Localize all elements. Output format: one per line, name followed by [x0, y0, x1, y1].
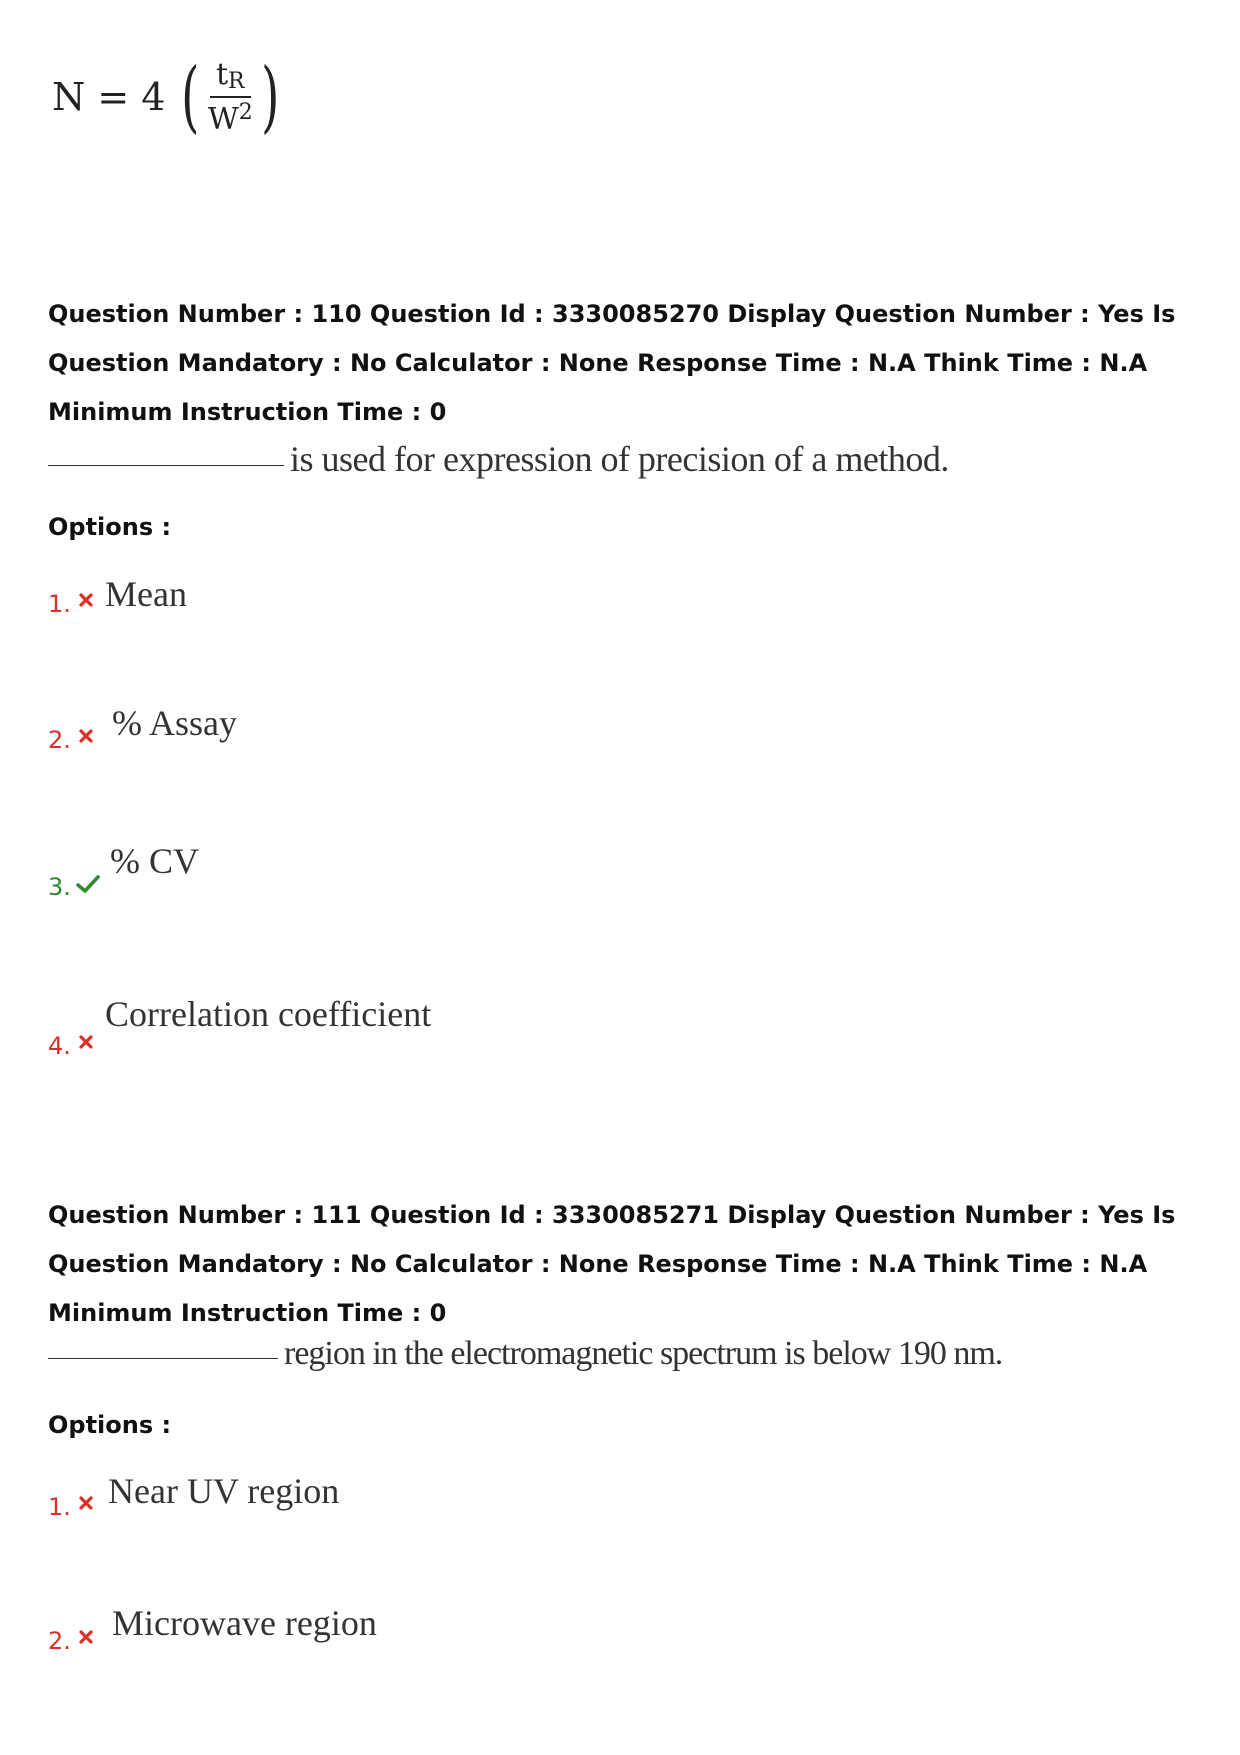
option-item: [48, 1493, 71, 1521]
question-meta: Question Number : 110 Question Id : 3330085270 Display Question Number : Yes Is Question Mandatory : No Calculator : None Response Time : N.A Think Time : N.A Minimum Instruction Time : 0: [48, 300, 1176, 426]
cross-icon: [78, 728, 94, 744]
cross-icon: [78, 1495, 94, 1511]
option-number: 2.: [48, 726, 71, 754]
option-item: [48, 873, 71, 901]
question-meta: Question Number : 111 Question Id : 3330085271 Display Question Number : Yes Is Question Mandatory : No Calculator : None Response Time : N.A Think Time : N.A Minimum Instruction Time : 0: [48, 1201, 1176, 1327]
option-text: Near UV region: [108, 1471, 340, 1511]
options-label: Options :: [48, 513, 172, 541]
formula-denominator: W: [207, 102, 239, 137]
formula-numerator-sub: R: [228, 69, 245, 94]
question-line: [48, 438, 949, 480]
checkmark-icon: [76, 874, 100, 894]
answer-blank: [48, 1357, 278, 1359]
option-text: % Assay: [112, 703, 237, 743]
answer-blank: [48, 464, 284, 466]
formula-lhs: N = 4: [52, 75, 166, 119]
option-item: [48, 726, 71, 754]
option-item: [48, 1032, 71, 1060]
question-text: region in the electromagnetic spectrum is below 190 nm.: [284, 1335, 1003, 1372]
option-text: Correlation coefficient: [105, 994, 432, 1034]
formula-fraction: [208, 57, 253, 137]
option-number: 1.: [48, 590, 71, 618]
option-text: Microwave region: [112, 1603, 377, 1643]
cross-icon: [78, 1629, 94, 1645]
option-number: 1.: [48, 1493, 71, 1521]
option-item: [48, 1627, 71, 1655]
option-number: 4.: [48, 1032, 71, 1060]
cross-icon: [78, 1034, 94, 1050]
option-item: [48, 590, 71, 618]
option-text: % CV: [110, 841, 199, 881]
question-line: [48, 1335, 1002, 1373]
formula-numerator: t: [215, 57, 229, 92]
option-number: 3.: [48, 873, 71, 901]
option-text: Mean: [105, 574, 187, 614]
options-label: Options :: [48, 1411, 172, 1439]
formula: N = 4 ( $\frac{t_R}{W^2}$ ): [52, 52, 280, 142]
formula-denominator-sup: 2: [238, 100, 253, 125]
question-text: is used for expression of precision of a method.: [290, 439, 949, 479]
option-number: 2.: [48, 1627, 71, 1655]
cross-icon: [78, 592, 94, 608]
